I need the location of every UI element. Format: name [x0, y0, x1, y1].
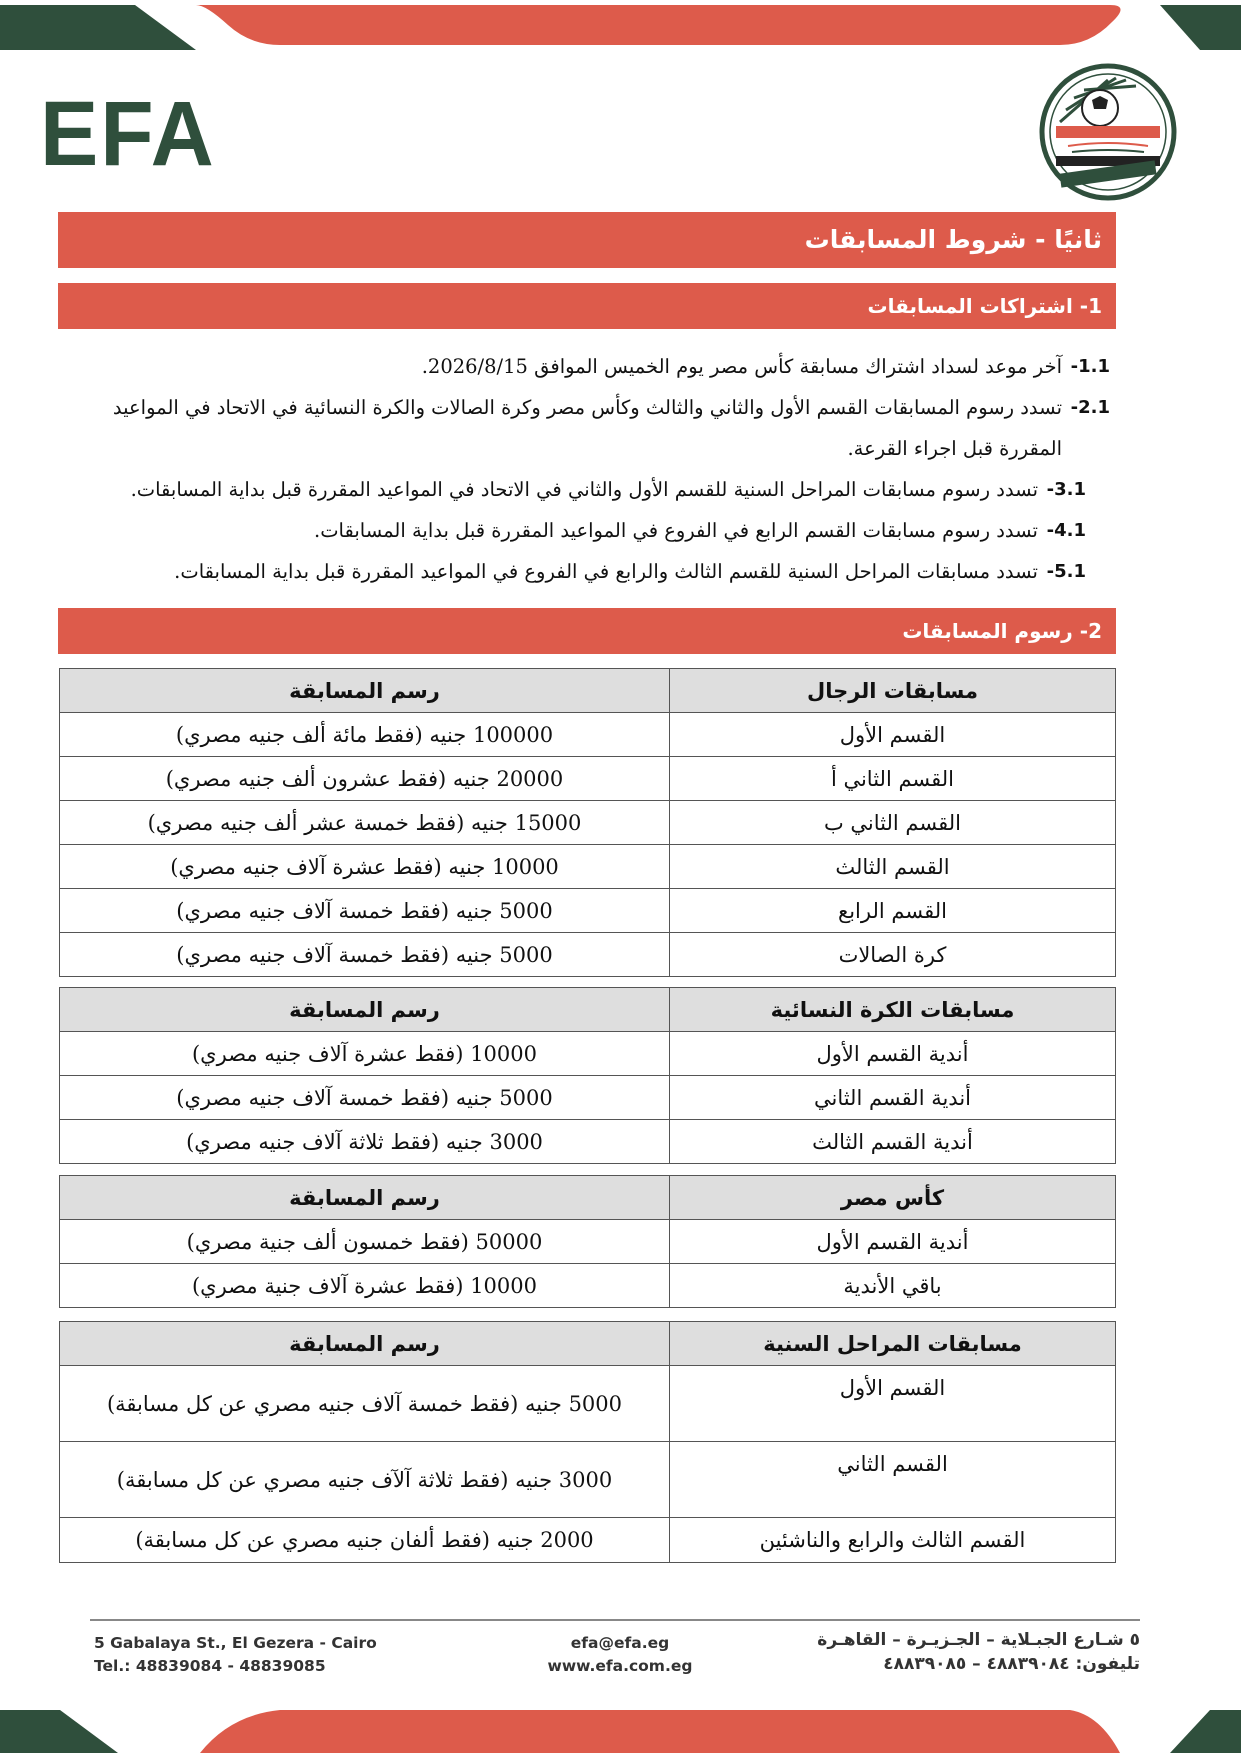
table-row: [60, 1032, 1116, 1076]
category-cell: أندية القسم الثاني: [670, 1076, 1116, 1120]
table-header-cell: رسم المسابقة: [60, 988, 670, 1032]
main-title-band: [58, 212, 1116, 268]
fee-cell: 10000 (فقط عشرة آلاف جنيه مصري): [60, 1032, 670, 1076]
category-cell: القسم الثاني أ: [670, 757, 1116, 801]
header-decoration: [0, 0, 1241, 60]
table-row: [60, 1264, 1116, 1308]
category-cell: القسم الثاني: [670, 1442, 1116, 1518]
table-row: [60, 713, 1116, 757]
item-text: تسدد رسوم المسابقات القسم الأول والثاني والثالث وكأس مصر وكرة الصالات والكرة النسائية في الاتحاد في المواعيد المقررة قبل اجراء القرعة.: [112, 396, 1062, 460]
fee-cell: 10000 جنيه (فقط عشرة آلاف جنيه مصري): [60, 845, 670, 889]
section2-title: 2- رسوم المسابقات: [902, 619, 1102, 643]
table-header-cell: مسابقات الرجال: [670, 669, 1116, 713]
item-number: 2.1-: [1070, 397, 1110, 418]
table-row: [60, 801, 1116, 845]
fee-cell: 3000 جنيه (فقط ثلاثة آلاف جنيه مصري): [60, 1120, 670, 1164]
email-link[interactable]: efa@efa.eg: [570, 1634, 670, 1652]
table-row: [60, 757, 1116, 801]
list-item: [58, 387, 1110, 469]
category-cell: القسم الثاني ب: [670, 801, 1116, 845]
fee-cell: 3000 جنيه (فقط ثلاثة آلآف جنيه مصري عن كل مسابقة): [60, 1442, 670, 1518]
table-header-row: [60, 1176, 1116, 1220]
fee-cell: 50000 (فقط خمسون ألف جنية مصري): [60, 1220, 670, 1264]
footer-contact: [520, 1632, 720, 1678]
table-row: [60, 1442, 1116, 1518]
item-number: 3.1-: [1046, 479, 1086, 500]
table-header-cell: رسم المسابقة: [60, 1322, 670, 1366]
table-header-row: [60, 1322, 1116, 1366]
list-item: [58, 469, 1110, 510]
table-row: [60, 845, 1116, 889]
fee-cell: 5000 جنيه (فقط خمسة آلاف جنيه مصري): [60, 889, 670, 933]
item-text: تسدد مسابقات المراحل السنية للقسم الثالث والرابع في الفروع في المواعيد المقررة قبل بداية المسابقات.: [174, 560, 1038, 583]
item-text: آخر موعد لسداد اشتراك مسابقة كأس مصر يوم الخميس الموافق 2026/8/15.: [421, 355, 1062, 378]
category-cell: القسم الثالث: [670, 845, 1116, 889]
category-cell: القسم الأول: [670, 713, 1116, 757]
category-cell: القسم الرابع: [670, 889, 1116, 933]
category-cell: القسم الثالث والرابع والناشئين: [670, 1518, 1116, 1563]
section2-title-band: [58, 608, 1116, 654]
item-text: تسدد رسوم مسابقات القسم الرابع في الفروع في المواعيد المقررة قبل بداية المسابقات.: [314, 519, 1038, 542]
item-number: 5.1-: [1046, 561, 1086, 582]
subscription-terms-list: [58, 346, 1110, 592]
table-row: [60, 1220, 1116, 1264]
table-header-cell: مسابقات المراحل السنية: [670, 1322, 1116, 1366]
section1-title-band: [58, 283, 1116, 329]
fee-cell: 15000 جنيه (فقط خمسة عشر ألف جنيه مصري): [60, 801, 670, 845]
table-row: [60, 889, 1116, 933]
item-number: 4.1-: [1046, 520, 1086, 541]
item-text: تسدد رسوم مسابقات المراحل السنية للقسم الأول والثاني في الاتحاد في المواعيد المقررة قبل بداية المسابقات.: [130, 478, 1038, 501]
category-cell: القسم الأول: [670, 1366, 1116, 1442]
table-header-row: [60, 988, 1116, 1032]
fee-cell: 100000 جنيه (فقط مائة ألف جنيه مصري): [60, 713, 670, 757]
footer-address-en: [94, 1632, 377, 1678]
category-cell: أندية القسم الثالث: [670, 1120, 1116, 1164]
table-row: [60, 1366, 1116, 1442]
mens-fees-table: [59, 668, 1116, 977]
table-header-row: [60, 669, 1116, 713]
table-row: [60, 1120, 1116, 1164]
website-link[interactable]: www.efa.com.eg: [547, 1657, 693, 1675]
table-header-cell: رسم المسابقة: [60, 1176, 670, 1220]
table-header-cell: مسابقات الكرة النسائية: [670, 988, 1116, 1032]
footer-decoration: [0, 1695, 1241, 1755]
list-item: [58, 346, 1110, 387]
section1-title: 1- اشتراكات المسابقات: [867, 294, 1102, 318]
list-item: [58, 510, 1110, 551]
egyptian-fa-crest-icon: [1038, 62, 1178, 202]
fee-cell: 2000 جنيه (فقط ألفان جنيه مصري عن كل مسابقة): [60, 1518, 670, 1563]
egypt-cup-fees-table: [59, 1175, 1116, 1308]
category-cell: باقي الأندية: [670, 1264, 1116, 1308]
category-cell: أندية القسم الأول: [670, 1220, 1116, 1264]
youth-fees-table: [59, 1321, 1116, 1563]
fee-cell: 5000 جنيه (فقط خمسة آلاف جنيه مصري): [60, 1076, 670, 1120]
category-cell: كرة الصالات: [670, 933, 1116, 977]
womens-fees-table: [59, 987, 1116, 1164]
tel-en: Tel.: 48839084 - 48839085: [94, 1657, 326, 1675]
address-ar: ٥ شـارع الجبـلاية – الجـزيـرة – القاهـرة: [817, 1630, 1140, 1650]
footer-address-ar: [760, 1628, 1140, 1676]
table-row: [60, 1076, 1116, 1120]
list-item: [58, 551, 1110, 592]
table-row: [60, 933, 1116, 977]
efa-logo: EFA: [40, 83, 216, 185]
footer-divider: [90, 1619, 1140, 1621]
address-en: 5 Gabalaya St., El Gezera - Cairo: [94, 1634, 377, 1652]
main-title: ثانيًا - شروط المسابقات: [804, 225, 1102, 254]
item-number: 1.1-: [1070, 356, 1110, 377]
fee-cell: 10000 (فقط عشرة آلاف جنية مصري): [60, 1264, 670, 1308]
category-cell: أندية القسم الأول: [670, 1032, 1116, 1076]
fee-cell: 5000 جنيه (فقط خمسة آلاف جنيه مصري): [60, 933, 670, 977]
fee-cell: 20000 جنيه (فقط عشرون ألف جنيه مصري): [60, 757, 670, 801]
tel-ar: تليفون: ٤٨٨٣٩٠٨٤ – ٤٨٨٣٩٠٨٥: [883, 1654, 1140, 1674]
table-header-cell: رسم المسابقة: [60, 669, 670, 713]
table-header-cell: كأس مصر: [670, 1176, 1116, 1220]
table-row: [60, 1518, 1116, 1563]
fee-cell: 5000 جنيه (فقط خمسة آلاف جنيه مصري عن كل مسابقة): [60, 1366, 670, 1442]
